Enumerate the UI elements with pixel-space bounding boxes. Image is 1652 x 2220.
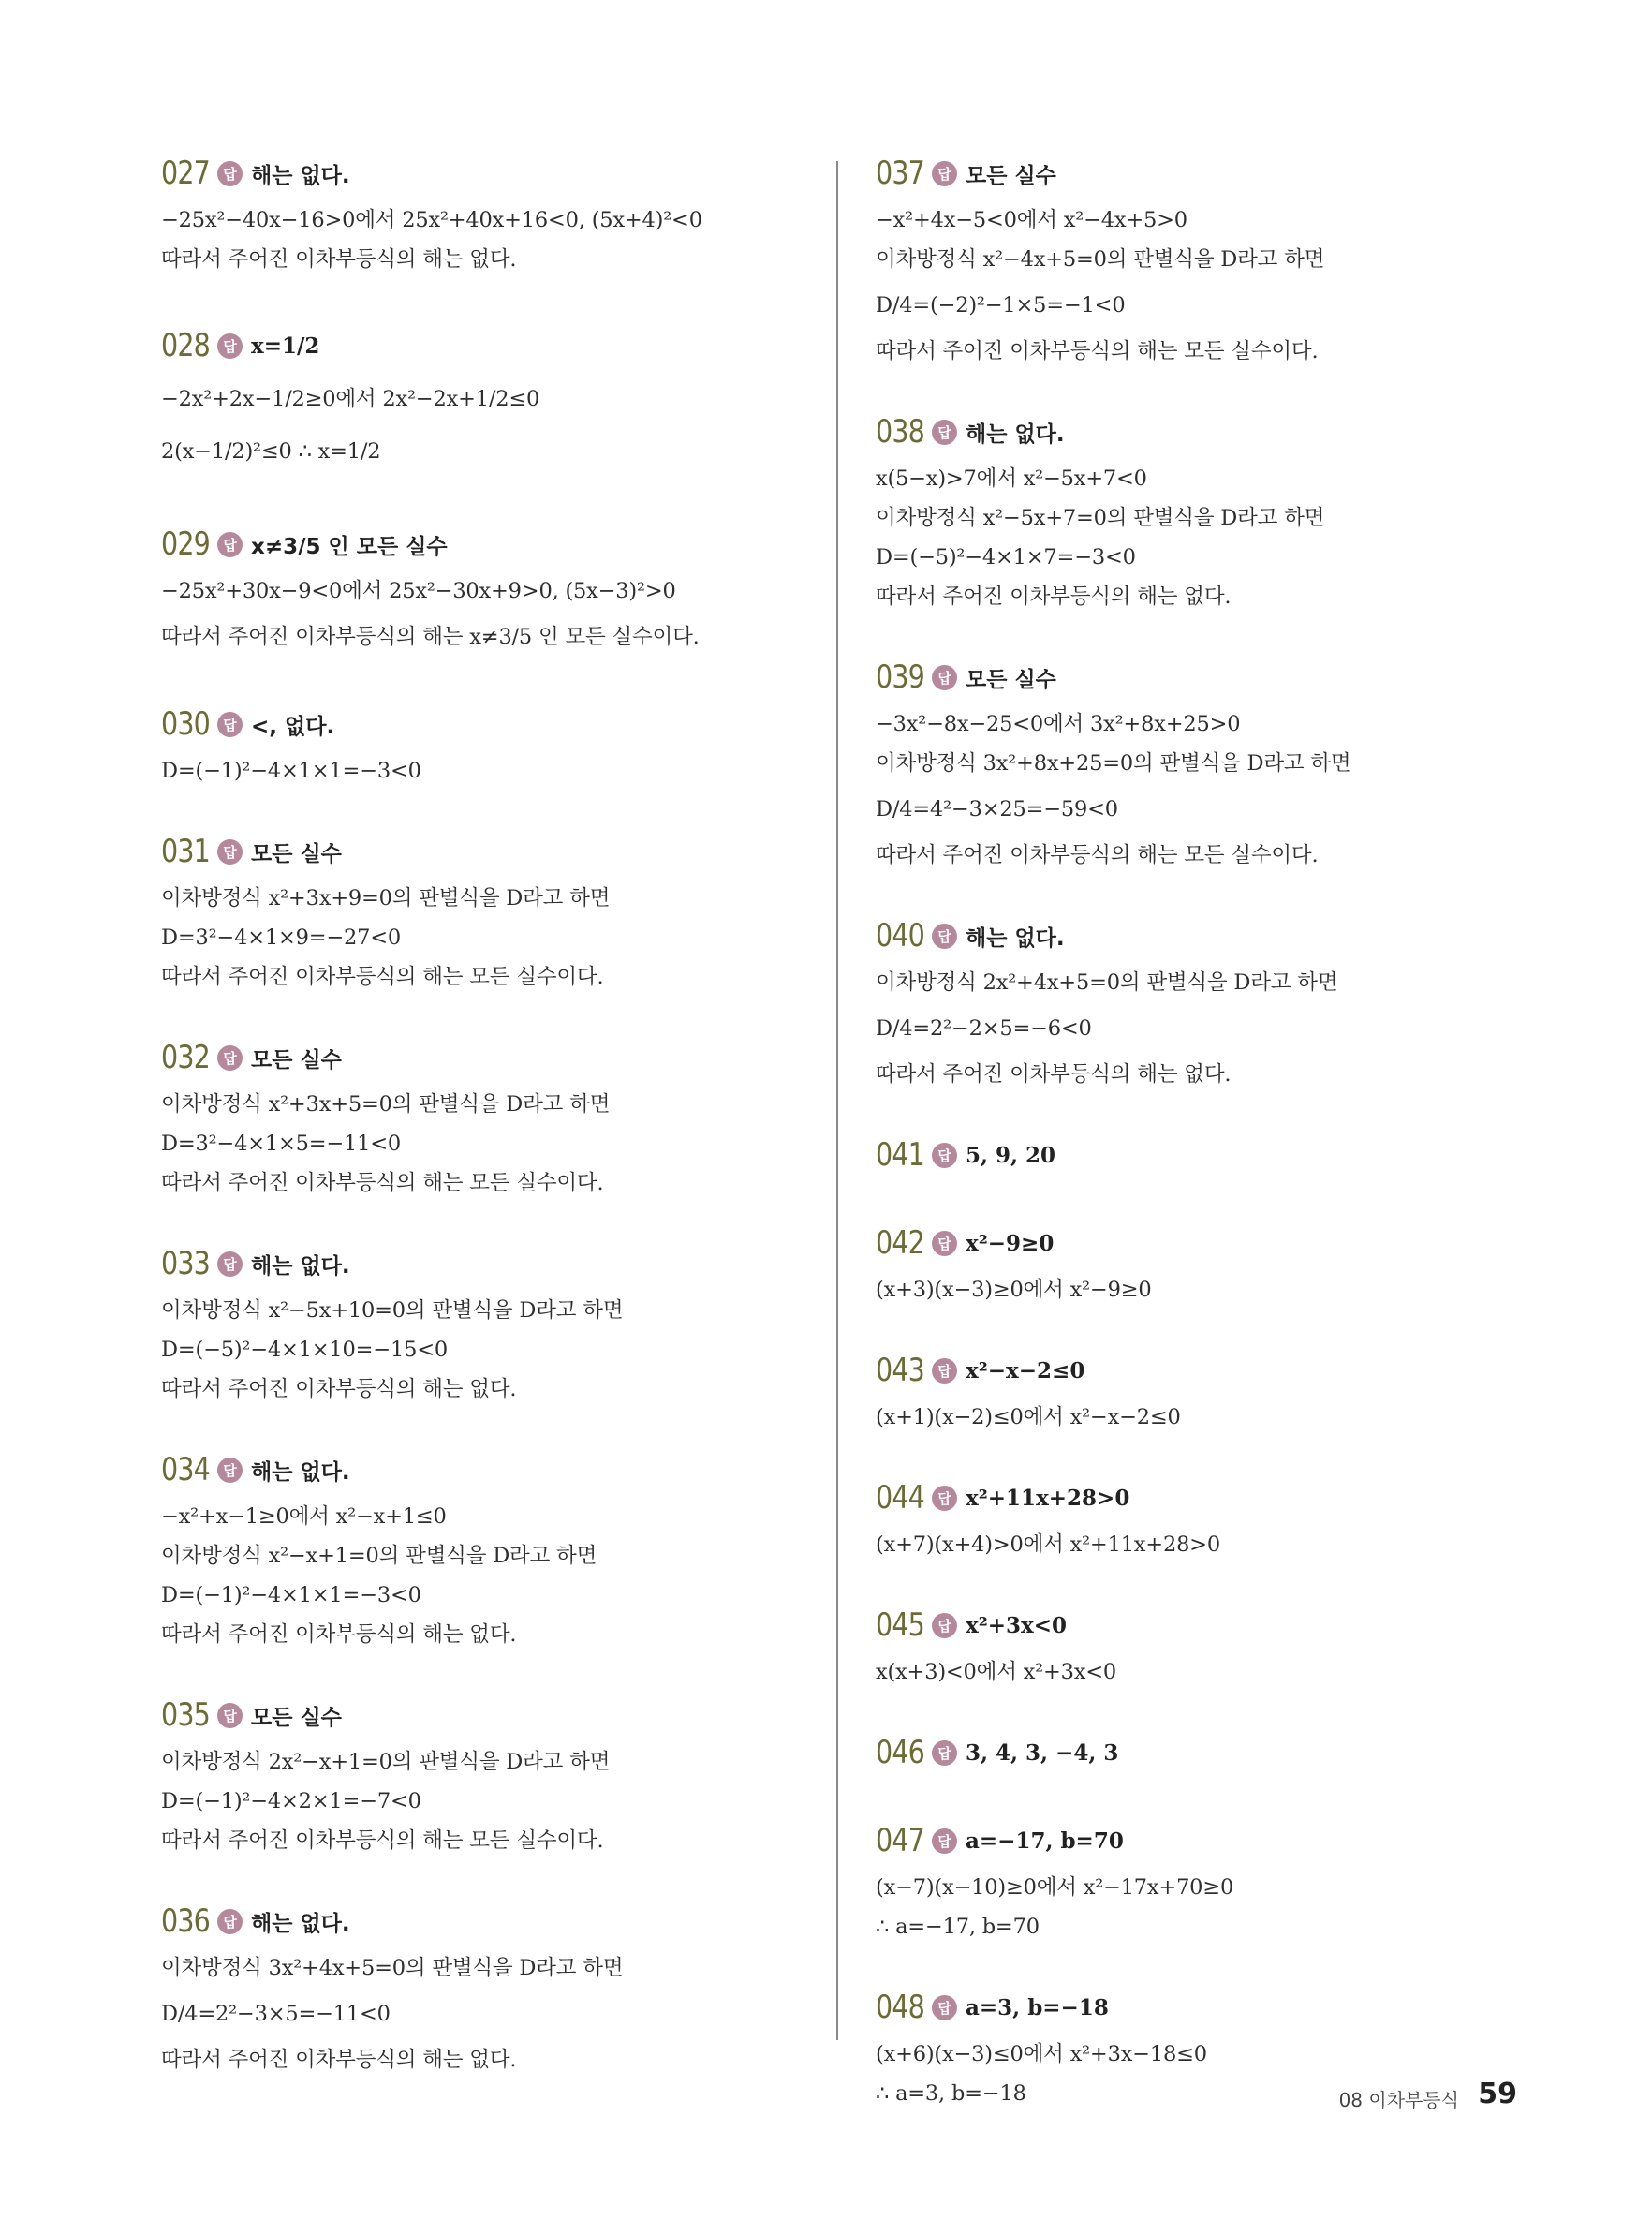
problem-answer: x²+3x<0 [966,1612,1068,1638]
problem-046 [876,1729,1587,1776]
solution-line: 이차방정식 3x²+8x+25=0의 판별식을 D라고 하면 [876,751,1351,776]
solution-line: 따라서 주어진 이차부등식의 해는 없다. [876,1062,1232,1087]
problem-number: 029 [161,525,211,563]
page-footer [1330,2078,1517,2115]
problem-answer: a=3, b=−18 [966,1994,1109,2020]
answer-badge-icon: 답 [217,1458,243,1483]
problem-037 [876,150,1587,371]
solution-line: −2x²+2x−1/2≥0에서 2x²−2x+1/2≤0 [161,387,540,411]
problem-answer: a=−17, b=70 [966,1828,1124,1854]
solution-line: 이차방정식 x²+3x+5=0의 판별식을 D라고 하면 [161,1092,611,1117]
solution-line: D/4=2²−2×5=−6<0 [876,1016,1092,1041]
problem-answer: 모든 실수 [966,667,1056,692]
solution-line: 이차방정식 2x²−x+1=0의 판별식을 D라고 하면 [161,1750,611,1774]
solution-line: D=(−5)²−4×1×10=−15<0 [161,1338,448,1362]
problem-answer: x²−x−2≤0 [966,1357,1085,1384]
problem-043 [876,1347,1587,1437]
problem-answer: 해는 없다. [251,1253,350,1279]
solution-line: x(x+3)<0에서 x²+3x<0 [876,1660,1117,1684]
problem-041 [876,1132,1587,1178]
page-number: 59 [1478,2078,1517,2110]
problem-number: 048 [876,1989,925,2026]
solution-line: 따라서 주어진 이차부등식의 해는 없다. [161,247,517,272]
problem-039 [876,654,1587,875]
solution-line: D=(−1)²−4×2×1=−7<0 [161,1789,421,1813]
problem-answer: 해는 없다. [251,1911,350,1936]
answer-badge-icon: 답 [217,161,243,186]
problem-number: 043 [876,1352,925,1389]
problem-038 [876,408,1587,616]
column-divider [836,161,838,2040]
problem-answer: x²+11x+28>0 [966,1485,1130,1511]
problem-number: 038 [876,413,925,451]
solution-line: 이차방정식 x²−5x+7=0의 판별식을 D라고 하면 [876,506,1325,530]
answer-badge-icon: 답 [932,1613,957,1638]
problem-042 [876,1220,1587,1310]
solution-line: D/4=(−2)²−1×5=−1<0 [876,293,1126,318]
problem-number: 039 [876,659,925,696]
problem-number: 027 [161,155,211,192]
answer-badge-icon: 답 [217,532,243,557]
solution-line: 따라서 주어진 이차부등식의 해는 없다. [876,585,1232,609]
answer-badge-icon: 답 [217,839,243,865]
problem-number: 030 [161,705,211,743]
problem-027 [161,150,817,279]
solution-line: 따라서 주어진 이차부등식의 해는 없다. [161,2048,517,2072]
solution-line: 따라서 주어진 이차부등식의 해는 없다. [161,1622,517,1647]
answer-badge-icon: 답 [217,333,243,359]
problem-028 [161,322,817,478]
problem-answer: 해는 없다. [966,925,1065,951]
solution-line: x(5−x)>7에서 x²−5x+7<0 [876,466,1147,491]
problem-answer: 3, 4, 3, −4, 3 [966,1739,1119,1766]
solution-line: (x+3)(x−3)≥0에서 x²−9≥0 [876,1278,1152,1302]
problem-044 [876,1474,1587,1564]
solution-line: 따라서 주어진 이차부등식의 해는 x≠3/5 인 모든 실수이다. [161,625,700,649]
solution-line: D=(−1)²−4×1×1=−3<0 [161,1583,421,1607]
solution-line: 따라서 주어진 이차부등식의 해는 모든 실수이다. [161,1828,604,1853]
problem-number: 045 [876,1606,925,1644]
problem-answer: 5, 9, 20 [966,1142,1056,1168]
problem-036 [161,1898,817,2079]
problem-number: 031 [161,833,211,870]
solution-line: D=3²−4×1×5=−11<0 [161,1132,402,1156]
problem-answer: 모든 실수 [251,1047,342,1073]
solution-line: ∴ a=3, b=−18 [876,2081,1026,2106]
problem-number: 033 [161,1245,211,1282]
problem-number: 046 [876,1734,925,1771]
solution-line: 따라서 주어진 이차부등식의 해는 모든 실수이다. [161,1171,604,1195]
problem-033 [161,1240,817,1409]
problem-045 [876,1602,1587,1692]
solution-line: −x²+x−1≥0에서 x²−x+1≤0 [161,1504,447,1529]
solution-line: −25x²−40x−16>0에서 25x²+40x+16<0, (5x+4)²<0 [161,208,702,232]
solution-line: 이차방정식 x²−4x+5=0의 판별식을 D라고 하면 [876,247,1325,272]
answer-badge-icon: 답 [217,712,243,737]
problem-number: 037 [876,155,925,192]
answer-badge-icon: 답 [932,1143,957,1168]
solution-line: 따라서 주어진 이차부등식의 해는 모든 실수이다. [876,339,1319,363]
solution-line: 2(x−1/2)²≤0 ∴ x=1/2 [161,439,381,464]
left-column [161,150,817,2079]
solution-line: D/4=2²−3×5=−11<0 [161,2002,391,2026]
problem-040 [876,912,1587,1094]
problem-number: 034 [161,1451,211,1488]
problem-answer: 해는 없다. [251,163,350,188]
solution-line: −3x²−8x−25<0에서 3x²+8x+25>0 [876,712,1241,736]
problem-032 [161,1034,817,1203]
problem-number: 036 [161,1902,211,1940]
answer-badge-icon: 답 [932,1486,957,1511]
problem-034 [161,1446,817,1654]
answer-badge-icon: 답 [217,1045,243,1071]
problem-047 [876,1817,1587,1946]
problem-031 [161,828,817,997]
solution-line: 이차방정식 2x²+4x+5=0의 판별식을 D라고 하면 [876,970,1338,995]
solution-line: −x²+4x−5<0에서 x²−4x+5>0 [876,208,1187,232]
problem-answer: 해는 없다. [251,1459,350,1485]
problem-answer: x=1/2 [251,333,320,359]
problem-number: 041 [876,1136,925,1174]
problem-answer: x≠3/5 인 모든 실수 [251,534,448,559]
problem-answer: 모든 실수 [251,1705,342,1730]
answer-badge-icon: 답 [932,665,957,690]
solution-line: −25x²+30x−9<0에서 25x²−30x+9>0, (5x−3)²>0 [161,579,676,603]
solution-line: (x+1)(x−2)≤0에서 x²−x−2≤0 [876,1405,1181,1429]
solution-line: D=(−1)²−4×1×1=−3<0 [161,759,421,783]
solution-line: D=3²−4×1×9=−27<0 [161,925,402,950]
problem-number: 028 [161,327,211,364]
problem-030 [161,701,817,791]
answer-badge-icon: 답 [932,161,957,186]
answer-badge-icon: 답 [217,1909,243,1934]
solution-line: D=(−5)²−4×1×7=−3<0 [876,545,1136,570]
problem-035 [161,1692,817,1860]
solution-line: (x+6)(x−3)≤0에서 x²+3x−18≤0 [876,2042,1207,2066]
problem-answer: <, 없다. [251,714,335,739]
solution-line: 이차방정식 3x²+4x+5=0의 판별식을 D라고 하면 [161,1956,624,1980]
problem-answer: x²−9≥0 [966,1230,1055,1256]
solution-line: 따라서 주어진 이차부등식의 해는 모든 실수이다. [876,843,1319,867]
problem-029 [161,521,817,663]
answer-badge-icon: 답 [932,1358,957,1384]
solution-line: D/4=4²−3×25=−59<0 [876,797,1118,821]
answer-badge-icon: 답 [932,924,957,949]
problem-answer: 모든 실수 [251,841,342,866]
solution-line: 따라서 주어진 이차부등식의 해는 없다. [161,1377,517,1401]
problem-answer: 해는 없다. [966,422,1065,447]
right-column [876,150,1587,2113]
problem-number: 040 [876,917,925,955]
problem-number: 032 [161,1039,211,1076]
answer-badge-icon: 답 [932,1995,957,2020]
solution-line: (x+7)(x+4)>0에서 x²+11x+28>0 [876,1532,1220,1557]
answer-badge-icon: 답 [217,1251,243,1277]
solution-line: 이차방정식 x²−5x+10=0의 판별식을 D라고 하면 [161,1298,624,1323]
answer-badge-icon: 답 [932,420,957,445]
solution-line: 따라서 주어진 이차부등식의 해는 모든 실수이다. [161,965,604,989]
problem-number: 042 [876,1224,925,1262]
solution-line: 이차방정식 x²−x+1=0의 판별식을 D라고 하면 [161,1544,597,1568]
chapter-title: 08 이차부등식 [1338,2089,1459,2111]
solution-line: ∴ a=−17, b=70 [876,1915,1040,1939]
answer-badge-icon: 답 [932,1231,957,1256]
answer-badge-icon: 답 [217,1703,243,1728]
problem-answer: 모든 실수 [966,163,1056,188]
answer-badge-icon: 답 [932,1740,957,1766]
solution-line: 이차방정식 x²+3x+9=0의 판별식을 D라고 하면 [161,886,611,910]
solution-line: (x−7)(x−10)≥0에서 x²−17x+70≥0 [876,1875,1234,1900]
problem-number: 035 [161,1696,211,1734]
problem-number: 047 [876,1822,925,1859]
problem-number: 044 [876,1479,925,1517]
answer-badge-icon: 답 [932,1828,957,1854]
